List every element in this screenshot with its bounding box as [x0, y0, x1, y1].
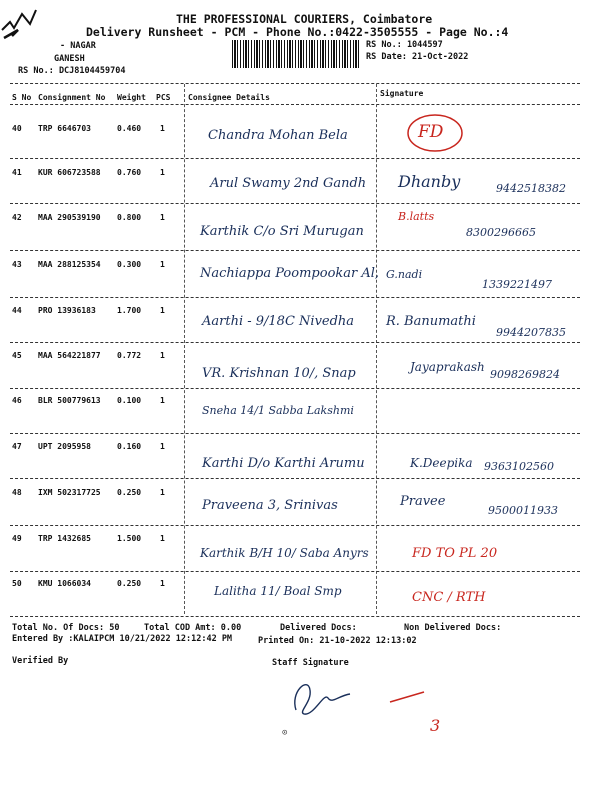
- row-sno: 46: [12, 396, 22, 405]
- handwritten-consignee: Karthi D/o Karthi Arumu: [202, 456, 365, 471]
- row-weight: 0.250: [117, 488, 142, 497]
- row-pcs: 1: [160, 488, 165, 497]
- barcode: [232, 40, 360, 68]
- row-sno: 40: [12, 124, 22, 133]
- handwritten-consignee: Karthik C/o Sri Murugan: [200, 224, 364, 239]
- entered-by: Entered By :KALAIPCM 10/21/2022 12:12:42 PM: [12, 634, 233, 644]
- row-pcs: 1: [160, 213, 165, 222]
- signature-circle: [405, 112, 465, 154]
- non-delivered-docs: Non Delivered Docs:: [404, 623, 502, 633]
- header-rule-top: [10, 83, 580, 84]
- row-separator: [10, 250, 580, 251]
- row-consignment: MAA 288125354: [38, 260, 101, 269]
- handwritten-consignee: Nachiappa Poompookar Al,: [200, 266, 380, 281]
- margin-mark: 3: [430, 716, 441, 735]
- handwritten-phone: 8300296665: [466, 226, 536, 239]
- row-weight: 0.760: [117, 168, 142, 177]
- row-pcs: 1: [160, 260, 165, 269]
- row-sno: 42: [12, 213, 22, 222]
- row-separator: [10, 478, 580, 479]
- handwritten-phone: 9442518382: [496, 182, 566, 195]
- handwritten-signature: R. Banumathi: [386, 314, 476, 329]
- row-consignment: KMU 1066034: [38, 579, 91, 588]
- row-weight: 1.500: [117, 534, 142, 543]
- handwritten-phone: 9500011933: [488, 504, 558, 517]
- row-sno: 44: [12, 306, 22, 315]
- staff-signature-scribble: [288, 672, 358, 722]
- col-separator-signature: [376, 84, 377, 614]
- handwritten-signature: Pravee: [400, 494, 446, 509]
- handwritten-consignee: Arul Swamy 2nd Gandh: [210, 176, 367, 191]
- row-sno: 47: [12, 442, 22, 451]
- handwritten-signature: CNC / RTH: [412, 590, 486, 605]
- row-separator: [10, 297, 580, 298]
- col-header-consignment: Consignment No: [38, 93, 106, 102]
- row-separator: [10, 525, 580, 526]
- row-separator: [10, 203, 580, 204]
- row-consignment: IXM 502317725: [38, 488, 101, 497]
- row-consignment: PRO 13936183: [38, 306, 96, 315]
- small-circle-mark: ⊙: [282, 728, 288, 738]
- handwritten-consignee: Lalitha 11/ Boal Smp: [214, 584, 342, 598]
- row-weight: 0.300: [117, 260, 142, 269]
- row-pcs: 1: [160, 306, 165, 315]
- corner-scribble: [0, 0, 40, 40]
- row-sno: 48: [12, 488, 22, 497]
- total-docs: Total No. Of Docs: 50: [12, 623, 120, 633]
- row-sno: 49: [12, 534, 22, 543]
- handwritten-phone: 9363102560: [484, 460, 554, 473]
- runsheet-subtitle: Delivery Runsheet - PCM - Phone No.:0422-3505555 - Page No.:4: [86, 25, 509, 39]
- delivery-person: GANESH: [54, 54, 85, 64]
- company-title: THE PROFESSIONAL COURIERS, Coimbatore: [176, 12, 433, 26]
- col-header-signature: Signature: [380, 89, 424, 98]
- row-pcs: 1: [160, 442, 165, 451]
- row-pcs: 1: [160, 396, 165, 405]
- col-header-weight: Weight: [117, 93, 146, 102]
- handwritten-phone: 1339221497: [482, 278, 552, 291]
- row-pcs: 1: [160, 124, 165, 133]
- handwritten-consignee: Aarthi - 9/18C Nivedha: [202, 314, 355, 329]
- row-pcs: 1: [160, 168, 165, 177]
- row-pcs: 1: [160, 579, 165, 588]
- row-sno: 45: [12, 351, 22, 360]
- handwritten-consignee: VR. Krishnan 10/, Snap: [202, 366, 356, 381]
- row-consignment: MAA 564221877: [38, 351, 101, 360]
- row-weight: 0.160: [117, 442, 142, 451]
- staff-signature-label: Staff Signature: [272, 658, 349, 668]
- row-separator: [10, 388, 580, 389]
- row-consignment: TRP 6646703: [38, 124, 91, 133]
- row-consignment: BLR 500779613: [38, 396, 101, 405]
- row-weight: 1.700: [117, 306, 142, 315]
- delivered-docs: Delivered Docs:: [280, 623, 357, 633]
- header-rule-bottom: [10, 104, 580, 105]
- handwritten-consignee: Praveena 3, Srinivas: [202, 498, 338, 513]
- col-header-sno: S No: [12, 93, 32, 102]
- row-weight: 0.772: [117, 351, 142, 360]
- runsheet-number: RS No.: DCJ8104459704: [18, 66, 126, 76]
- row-sno: 41: [12, 168, 22, 177]
- row-pcs: 1: [160, 351, 165, 360]
- row-weight: 0.800: [117, 213, 142, 222]
- row-consignment: UPT 2095958: [38, 442, 91, 451]
- row-weight: 0.100: [117, 396, 142, 405]
- row-weight: 0.460: [117, 124, 142, 133]
- row-sno: 43: [12, 260, 22, 269]
- row-separator: [10, 342, 580, 343]
- handwritten-signature: Jayaprakash: [410, 360, 485, 374]
- handwritten-signature: Dhanby: [398, 172, 461, 191]
- handwritten-consignee: Chandra Mohan Bela: [208, 128, 348, 143]
- verified-by: Verified By: [12, 656, 69, 666]
- handwritten-signature: FD TO PL 20: [412, 546, 498, 561]
- table-bottom-rule: [10, 616, 580, 617]
- handwritten-signature: K.Deepika: [410, 456, 473, 470]
- col-header-pcs: PCS: [156, 93, 171, 102]
- handwritten-signature: G.nadi: [386, 268, 423, 281]
- handwritten-signature: FD: [418, 122, 444, 142]
- col-separator-consignee: [184, 84, 185, 614]
- row-separator: [10, 571, 580, 572]
- row-separator: [10, 433, 580, 434]
- handwritten-signature: B.latts: [398, 210, 435, 223]
- row-pcs: 1: [160, 534, 165, 543]
- rs-number: RS No.: 1044597: [366, 40, 443, 50]
- handwritten-consignee: Karthik B/H 10/ Saba Anyrs: [200, 546, 369, 560]
- row-consignment: MAA 290539190: [38, 213, 101, 222]
- row-consignment: KUR 606723588: [38, 168, 101, 177]
- handwritten-phone: 9944207835: [496, 326, 566, 339]
- row-separator: [10, 158, 580, 159]
- row-sno: 50: [12, 579, 22, 588]
- total-cod: Total COD Amt: 0.00: [144, 623, 242, 633]
- red-mark: [388, 688, 428, 708]
- rs-date: RS Date: 21-Oct-2022: [366, 52, 469, 62]
- handwritten-consignee: Sneha 14/1 Sabba Lakshmi: [202, 404, 354, 417]
- delivery-area: - NAGAR: [60, 41, 96, 51]
- row-consignment: TRP 1432685: [38, 534, 91, 543]
- row-weight: 0.250: [117, 579, 142, 588]
- col-header-consignee: Consignee Details: [188, 93, 270, 102]
- handwritten-phone: 9098269824: [490, 368, 560, 381]
- printed-on: Printed On: 21-10-2022 12:13:02: [258, 636, 417, 646]
